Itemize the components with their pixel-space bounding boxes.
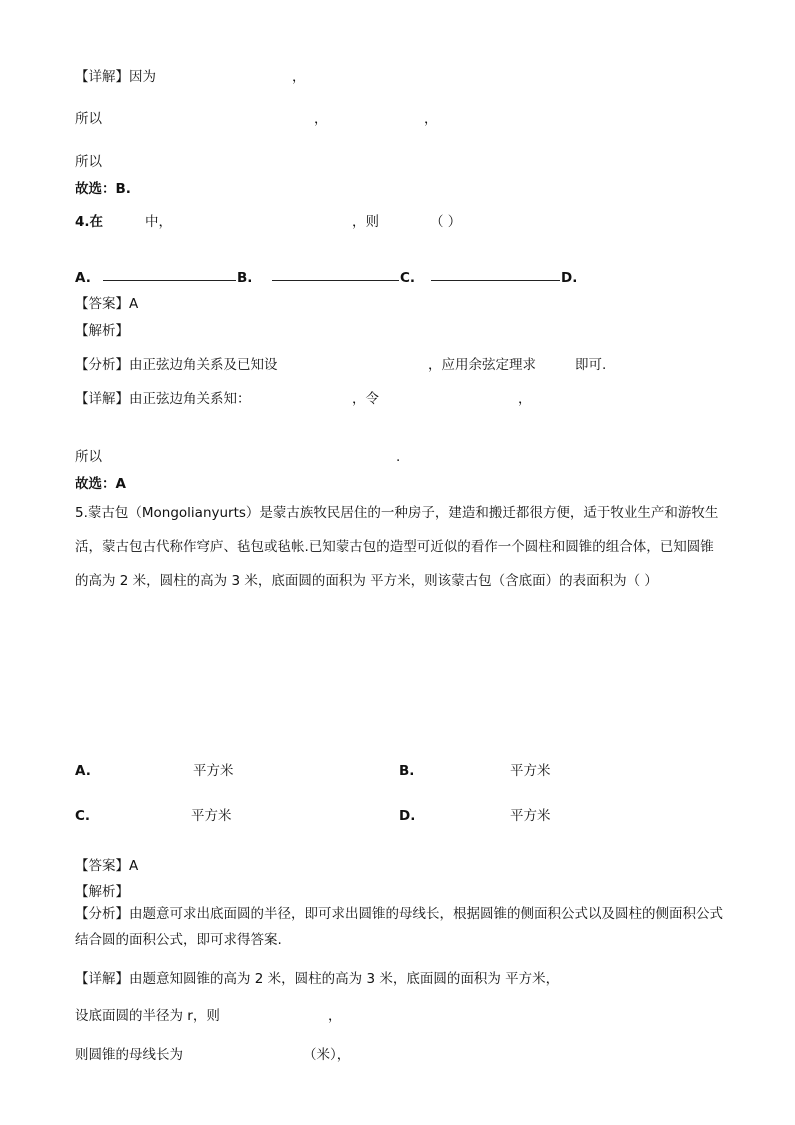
- radius-line: 设底面圆的半径为 r，则: [75, 1008, 220, 1024]
- option-c-unit: 平方米: [191, 808, 232, 824]
- option-d-unit: 平方米: [510, 808, 551, 824]
- analysis-text: ，应用余弦定理求: [428, 357, 536, 373]
- fraction-bar: [431, 280, 560, 281]
- period: .: [396, 449, 401, 465]
- comma: ，: [292, 69, 306, 85]
- so-line: 所以: [75, 154, 102, 170]
- option-d-label: D.: [399, 808, 416, 824]
- so-line: 所以: [75, 111, 102, 127]
- comma: ，: [314, 111, 328, 127]
- question-4-text: ，则: [352, 214, 379, 230]
- question-4-number: 4.在: [75, 214, 104, 230]
- option-b-label: B.: [399, 763, 415, 779]
- detail-text: ，令: [352, 391, 379, 407]
- option-b-label: B.: [237, 270, 253, 286]
- option-c-label: C.: [75, 808, 91, 824]
- answer-label: 【答案】A: [75, 858, 139, 874]
- comma: ，: [518, 391, 532, 407]
- analysis-label: 【解析】: [75, 884, 129, 900]
- detail-text: 【详解】由正弦边角关系知：: [75, 391, 251, 407]
- comma: ，: [328, 1008, 342, 1024]
- analysis-text: 即可.: [575, 357, 607, 373]
- fraction-bar: [272, 280, 399, 281]
- slant-line-unit: （米），: [303, 1047, 351, 1063]
- question-4-paren: （ ）: [430, 214, 462, 230]
- analysis-label: 【解析】: [75, 323, 129, 339]
- fraction-bar: [103, 280, 236, 281]
- option-a-label: A.: [75, 763, 91, 779]
- option-a-unit: 平方米: [193, 763, 234, 779]
- answer-label: 【答案】A: [75, 296, 139, 312]
- question-4-text: 中，: [145, 214, 172, 230]
- choose-line: 故选：B.: [75, 181, 131, 197]
- detail-label-1: 【详解】因为: [75, 69, 156, 85]
- analysis-text: 【分析】由题意可求出底面圆的半径，即可求出圆锥的母线长，根据圆锥的侧面积公式以及圆柱的侧面积公式结合圆的面积公式，即可求得答案.: [75, 906, 723, 948]
- option-d-label: D.: [561, 270, 578, 286]
- detail-text: 【详解】由题意知圆锥的高为 2 米，圆柱的高为 3 米，底面圆的面积为 平方米，: [75, 971, 560, 987]
- analysis-text: 【分析】由正弦边角关系及已知设: [75, 357, 278, 373]
- option-a-label: A.: [75, 270, 91, 286]
- question-5-text: 5.蒙古包（Mongolianyurts）是蒙古族牧民居住的一种房子，建造和搬迁都很方便，适于牧业生产和游牧生活，蒙古包古代称作穹庐、毡包或毡帐.已知蒙古包的造型可近似的看作一个圆柱和圆锥的组合体，已知圆锥的高为 2 米，圆柱的高为 3 米，底面圆的面积为 平方米，则该蒙古包（含底面）的表面积为（ ）: [75, 505, 719, 589]
- choose-line: 故选：A: [75, 476, 126, 492]
- option-c-label: C.: [400, 270, 416, 286]
- option-b-unit: 平方米: [510, 763, 551, 779]
- so-line: 所以: [75, 449, 102, 465]
- comma: ，: [424, 111, 438, 127]
- slant-line: 则圆锥的母线长为: [75, 1047, 183, 1063]
